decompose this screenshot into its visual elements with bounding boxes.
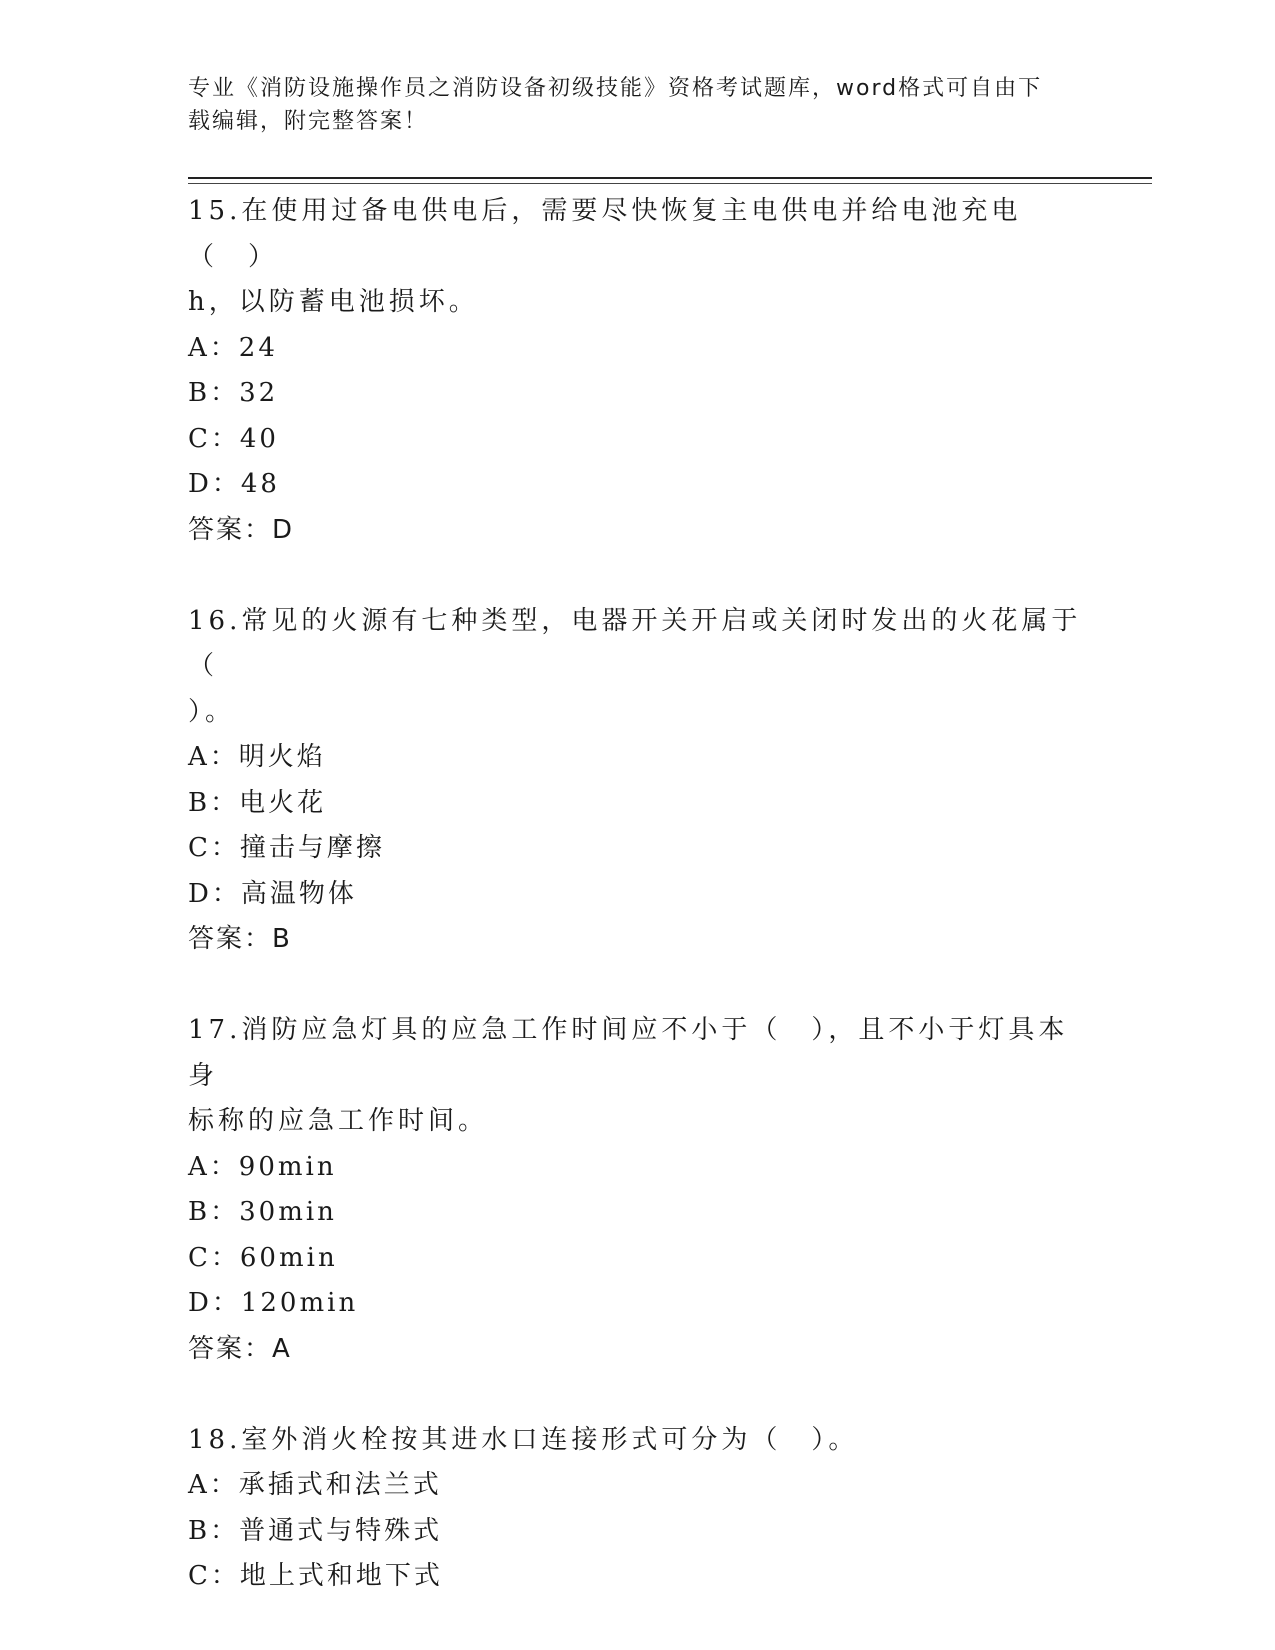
question-16 (188, 599, 1088, 963)
option-d: D：48 (188, 469, 280, 499)
question-text-line: 17.消防应急灯具的应急工作时间应不小于（ ），且不小于灯具本身 (188, 1015, 1069, 1091)
option-d: D：高温物体 (188, 878, 357, 909)
question-text-line: 18.室外消火栓按其进水口连接形式可分为（ ）。 (188, 1424, 859, 1455)
question-15 (188, 189, 1088, 553)
option-a: A：承插式和法兰式 (188, 1470, 442, 1500)
question-text-line: h，以防蓄电池损坏。 (188, 287, 479, 317)
option-c: C：40 (188, 423, 279, 454)
question-text-line: 标称的应急工作时间。 (188, 1106, 489, 1136)
question-text-line: ）。 (188, 696, 236, 727)
question-spacer (188, 1372, 1088, 1418)
option-a: A：90min (188, 1151, 337, 1182)
option-a: A：明火焰 (188, 742, 326, 772)
question-list (188, 189, 1088, 1600)
answer-line: 答案：A (188, 1333, 292, 1364)
question-text-line: 16.常见的火源有七种类型，电器开关开启或关闭时发出的火花属于（ (188, 605, 1082, 681)
option-d: D：120min (188, 1288, 359, 1318)
option-b: B：普通式与特殊式 (188, 1515, 443, 1546)
header-divider-thick (188, 177, 1152, 179)
question-17 (188, 1008, 1088, 1372)
header-line-1: 专业《消防设施操作员之消防设备初级技能》资格考试题库，word格式可自由下 (188, 76, 1043, 101)
header-divider-thin (188, 183, 1152, 184)
option-c: C：60min (188, 1242, 338, 1273)
option-b: B：32 (188, 378, 279, 408)
option-a: A：24 (188, 332, 278, 363)
answer-line: 答案：B (188, 924, 292, 954)
question-text-line: 15.在使用过备电供电后，需要尽快恢复主电供电并给电池充电（ ） (188, 196, 1022, 272)
question-spacer (188, 963, 1088, 1009)
header-line-2: 载编辑，附完整答案！ (188, 109, 429, 134)
answer-line: 答案：D (188, 514, 295, 545)
question-spacer (188, 553, 1088, 599)
option-b: B：电火花 (188, 787, 327, 818)
option-b: B：30min (188, 1197, 337, 1227)
option-c: C：撞击与摩擦 (188, 833, 385, 863)
option-c: C：地上式和地下式 (188, 1561, 443, 1591)
document-header (188, 72, 1068, 138)
question-18 (188, 1418, 1088, 1600)
